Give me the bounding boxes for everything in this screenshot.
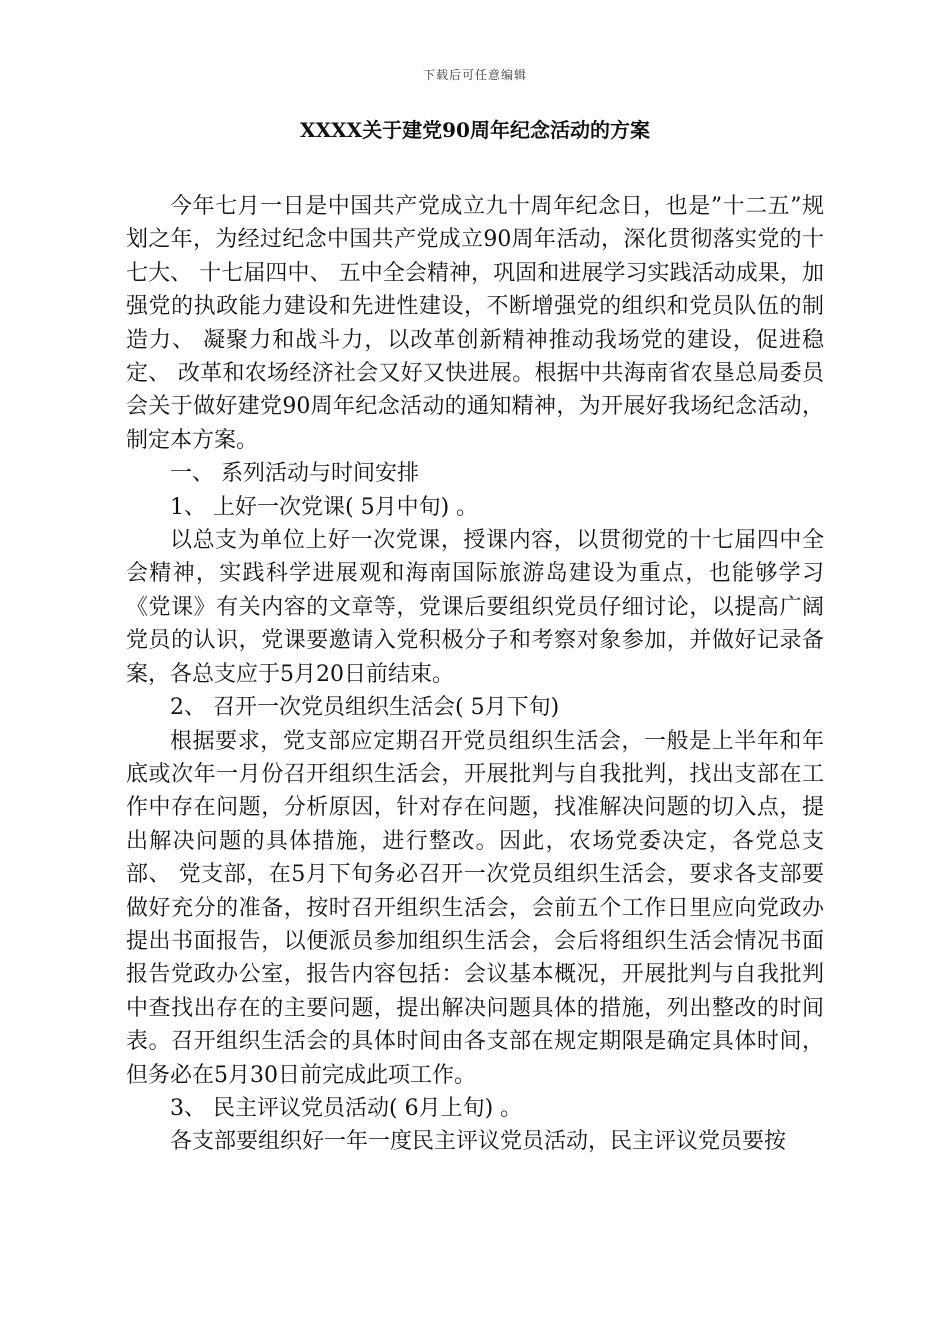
item-body-organization-meeting: 根据要求，党支部应定期召开党员组织生活会，一般是上半年和年底或次年一月份召开组织生活会，开展批判与自我批判，找出支部在工作中存在问题，分析原因，针对存在问题，找准解决问题的切入点，提出解决问题的具体措施，进行整改。因此，农场党委决定，各党总支部、 党支部，在5月下旬务必召开一次党员组织生活会，要求各支部要做好充分的准备，按时召开组织生活会，会前五个工作日里应向党政办提出书面报告，以便派员参加组织生活会，会后将组织生活会情况书面报告党政办公室，报告内容包括：会议基本概况，开展批判与自我批判中查找出存在的主要问题，提出解决问题具体的措施，列出整改的时间表。召开组织生活会的具体时间由各支部在规定期限是确定具体时间，但务必在5月30日前完成此项工作。 <box>126 728 824 1088</box>
document-body <box>126 190 824 1159</box>
item-body-party-lecture: 以总支为单位上好一次党课，授课内容，以贯彻党的十七届四中全会精神，实践科学进展观和海南国际旅游岛建设为重点，也能够学习《党课》有关内容的文章等，党课后要组织党员仔细讨论，以提高广阔党员的认识，党课要邀请入党积极分子和考察对象参加，并做好记录备案，各总支应于5月20日前结束。 <box>126 528 824 687</box>
item-heading-party-lecture: 1、 上好一次党课( 5月中旬) 。 <box>170 494 479 520</box>
document-title: XXXX关于建党90周年纪念活动的方案 <box>300 118 650 142</box>
item-heading-democratic-review: 3、 民主评议党员活动( 6月上旬) 。 <box>170 1095 523 1121</box>
item-body-democratic-review: 各支部要组织好一年一度民主评议党员活动，民主评议党员要按 <box>170 1129 787 1155</box>
section-heading-activities: 一、 系列活动与时间安排 <box>170 461 419 487</box>
header-note: 下载后可任意编辑 <box>422 68 527 82</box>
intro-paragraph: 今年七月一日是中国共产党成立九十周年纪念日，也是”十二五”规划之年，为经过纪念中国共产党成立90周年活动，深化贯彻落实党的十七大、 十七届四中、 五中全会精神，巩固和进展学习实践活动成果，加强党的执政能力建设和先进性建设，不断增强党的组织和党员队伍的制造力、 凝聚力和战斗力，以改革创新精神推动我场党的建设，促进稳定、 改革和农场经济社会又好又快进展。根据中共海南省农垦总局委员会关于做好建党90周年纪念活动的通知精神，为开展好我场纪念活动，制定本方案。 <box>126 194 824 453</box>
item-heading-organization-meeting: 2、 召开一次党员组织生活会( 5月下旬) <box>170 695 560 721</box>
